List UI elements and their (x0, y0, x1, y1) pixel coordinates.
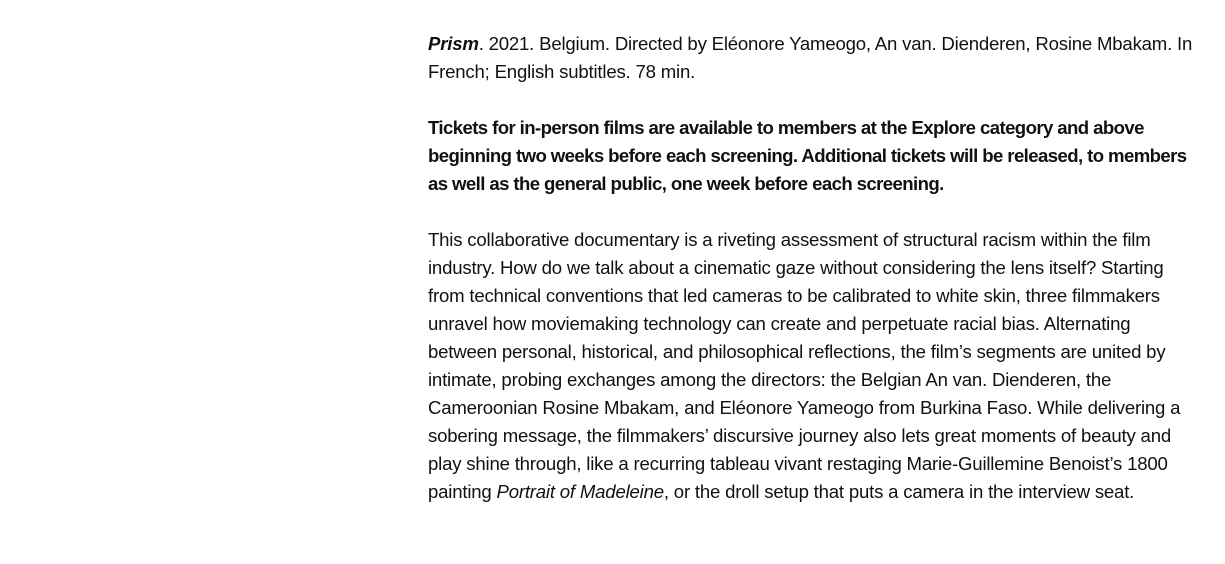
synopsis-text-end: , or the droll setup that puts a camera in the interview seat. (663, 481, 1135, 502)
film-credits-text: . 2021. Belgium. Directed by Eléonore Yameogo, An van. Dienderen, Rosine Mbakam. In French; English subtitles. 78 min. (428, 33, 1193, 82)
painting-title: Portrait of Madeleine (496, 481, 664, 502)
film-synopsis (428, 226, 1204, 506)
film-description (428, 30, 1204, 506)
film-title: Prism (428, 33, 479, 54)
synopsis-text-start: This collaborative documentary is a riveting assessment of structural racism within the film industry. How do we talk about a cinematic gaze without considering the lens itself? Starting from technical conventions that led cameras to be calibrated to white skin, three filmmakers unravel how moviemaking technology can create and perpetuate racial bias. Alternating between personal, historical, and philosophical reflections, the film’s segments are united by intimate, probing exchanges among the directors: the Belgian An van. Dienderen, the Cameroonian Rosine Mbakam, and Eléonore Yameogo from Burkina Faso. While delivering a sobering message, the filmmakers’ discursive journey also lets great moments of beauty and play shine through, like a recurring tableau vivant restaging Marie-Guillemine Benoist’s 1800 painting (428, 229, 1181, 502)
film-credits (428, 30, 1204, 86)
tickets-notice: Tickets for in-person films are available to members at the Explore category and above beginning two weeks before each screening. Additional tickets will be released, to members as well as the general public, one week before each screening. (428, 117, 1187, 194)
